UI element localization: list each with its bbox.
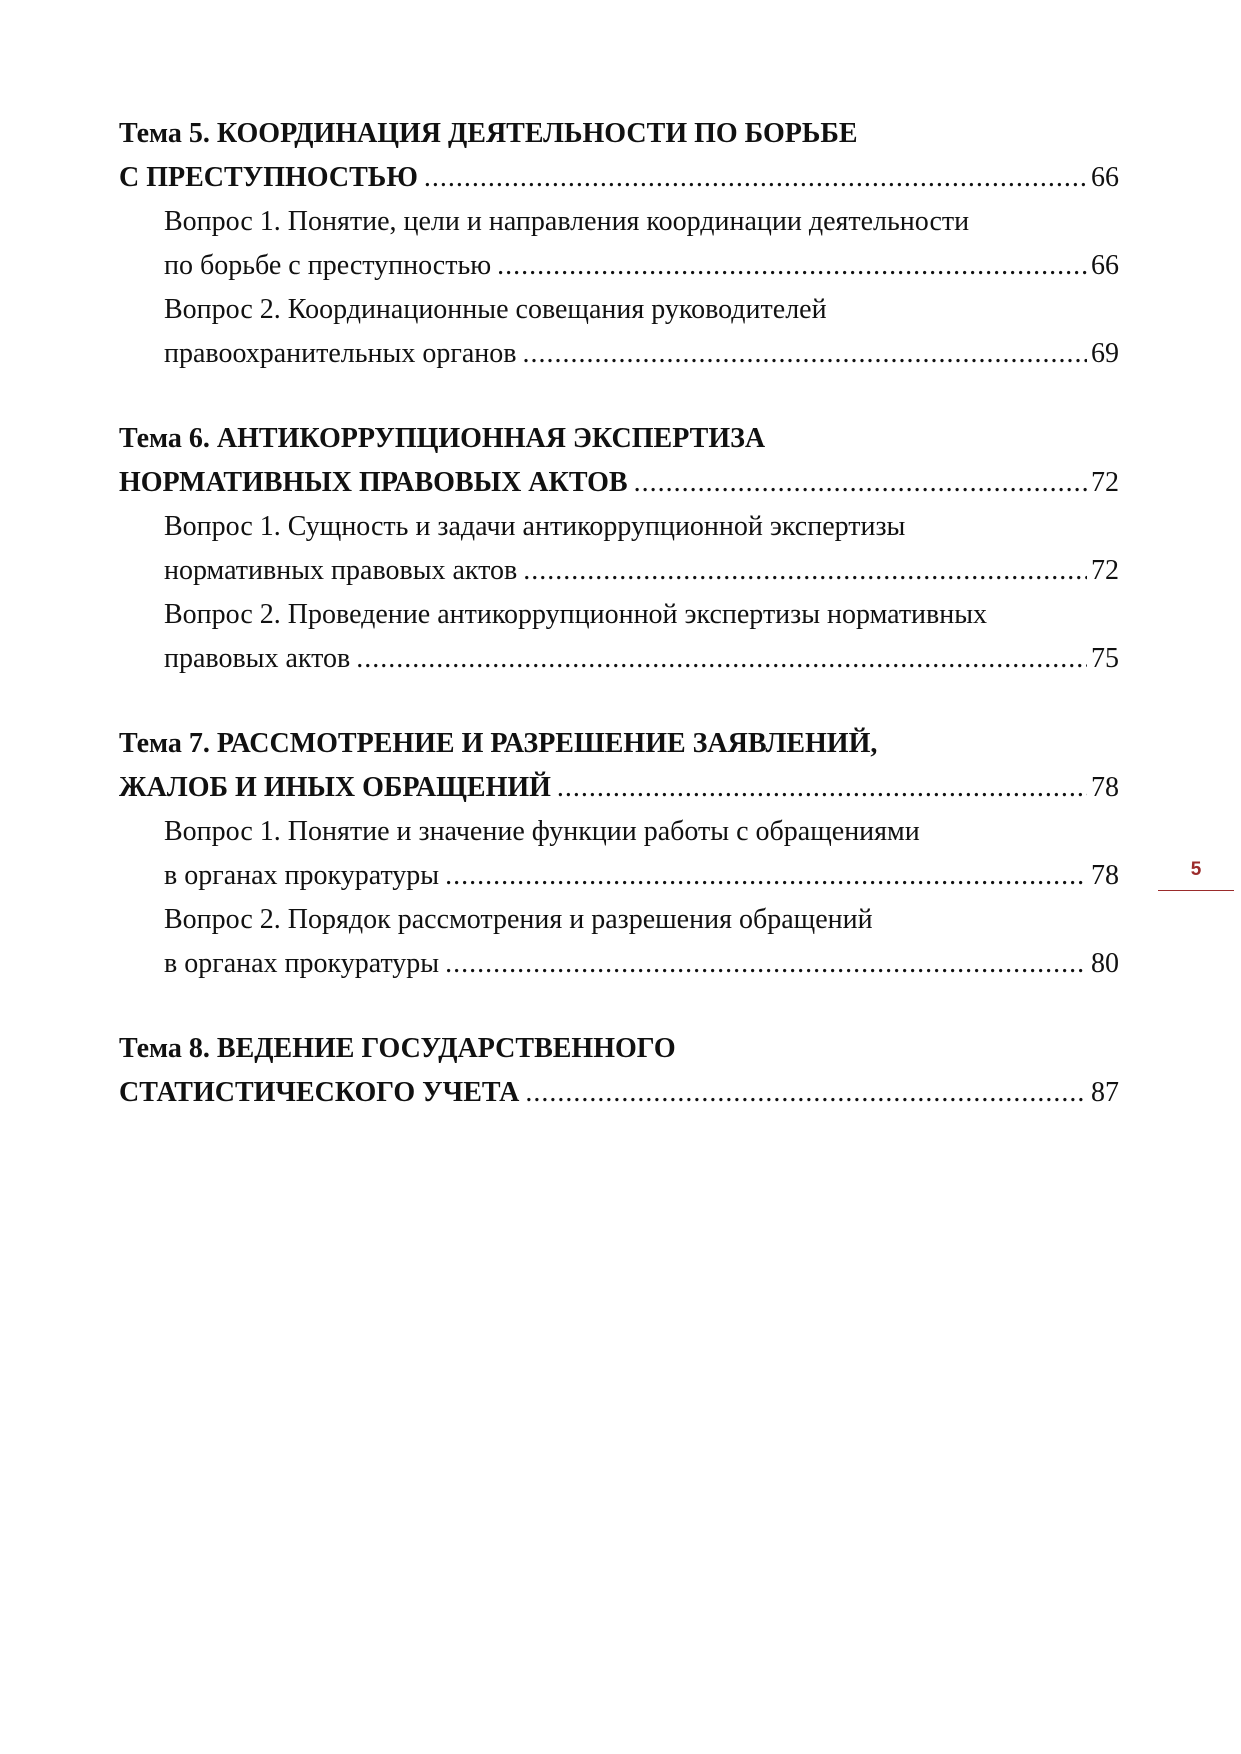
question-line2: в органах прокуратуры	[164, 948, 440, 979]
toc-topic-8	[119, 1027, 1119, 1115]
dot-leader	[445, 854, 1087, 898]
question-line1: Вопрос 2. Проведение антикоррупционной экспертизы нормативных	[164, 599, 988, 630]
topic-title-entry[interactable]	[119, 156, 1119, 200]
page-ref: 66	[1091, 162, 1119, 193]
topic-title-line1: Тема 5. КООРДИНАЦИЯ ДЕЯТЕЛЬНОСТИ ПО БОРЬБЕ	[119, 118, 858, 149]
dot-leader	[523, 549, 1087, 593]
topic-title-line2: С ПРЕСТУПНОСТЬЮ	[119, 162, 418, 193]
page-ref: 72	[1091, 467, 1119, 498]
page-ref: 72	[1091, 555, 1119, 586]
question-line1: Вопрос 1. Понятие, цели и направления координации деятельности	[164, 206, 970, 237]
question-entry[interactable]	[119, 244, 1119, 288]
question-line2: по борьбе с преступностью	[164, 250, 492, 281]
page-ref: 75	[1091, 643, 1119, 674]
question-entry[interactable]	[119, 332, 1119, 376]
dot-leader	[424, 156, 1087, 200]
page-ref: 66	[1091, 250, 1119, 281]
page-ref: 87	[1091, 1077, 1119, 1108]
dot-leader	[497, 244, 1087, 288]
question-line2: нормативных правовых актов	[164, 555, 518, 586]
question-line1: Вопрос 1. Понятие и значение функции работы с обращениями	[164, 816, 920, 847]
topic-title-entry[interactable]	[119, 766, 1119, 810]
question-line2: правовых актов	[164, 643, 351, 674]
question-entry[interactable]	[119, 637, 1119, 681]
dot-leader	[634, 461, 1087, 505]
question-entry[interactable]	[119, 854, 1119, 898]
question-entry[interactable]	[119, 549, 1119, 593]
topic-title-line2: ЖАЛОБ И ИНЫХ ОБРАЩЕНИЙ	[119, 772, 551, 803]
page-ref: 78	[1091, 772, 1119, 803]
topic-title-line1: Тема 8. ВЕДЕНИЕ ГОСУДАРСТВЕННОГО	[119, 1033, 676, 1064]
topic-title-line2: СТАТИСТИЧЕСКОГО УЧЕТА	[119, 1077, 520, 1108]
topic-title-entry[interactable]	[119, 461, 1119, 505]
table-of-contents	[119, 112, 1119, 1156]
topic-title-entry[interactable]	[119, 1071, 1119, 1115]
page-number-marker	[1158, 858, 1234, 891]
dot-leader	[522, 332, 1087, 376]
toc-topic-6	[119, 417, 1119, 681]
topic-title-line1: Тема 7. РАССМОТРЕНИЕ И РАЗРЕШЕНИЕ ЗАЯВЛЕНИЙ,	[119, 728, 878, 759]
question-line1: Вопрос 2. Координационные совещания руководителей	[164, 294, 827, 325]
page-ref: 78	[1091, 860, 1119, 891]
question-line2: в органах прокуратуры	[164, 860, 440, 891]
page-number: 5	[1190, 859, 1202, 880]
toc-topic-5	[119, 112, 1119, 376]
dot-leader	[356, 637, 1087, 681]
topic-title-line2: НОРМАТИВНЫХ ПРАВОВЫХ АКТОВ	[119, 467, 628, 498]
dot-leader	[525, 1071, 1087, 1115]
question-entry[interactable]	[119, 942, 1119, 986]
page-number-rule	[1158, 890, 1234, 891]
page-ref: 80	[1091, 948, 1119, 979]
question-line1: Вопрос 2. Порядок рассмотрения и разрешения обращений	[164, 904, 873, 935]
dot-leader	[557, 766, 1087, 810]
page-ref: 69	[1091, 338, 1119, 369]
dot-leader	[445, 942, 1087, 986]
question-line1: Вопрос 1. Сущность и задачи антикоррупционной экспертизы	[164, 511, 906, 542]
toc-topic-7	[119, 722, 1119, 986]
question-line2: правоохранительных органов	[164, 338, 517, 369]
topic-title-line1: Тема 6. АНТИКОРРУПЦИОННАЯ ЭКСПЕРТИЗА	[119, 423, 766, 454]
